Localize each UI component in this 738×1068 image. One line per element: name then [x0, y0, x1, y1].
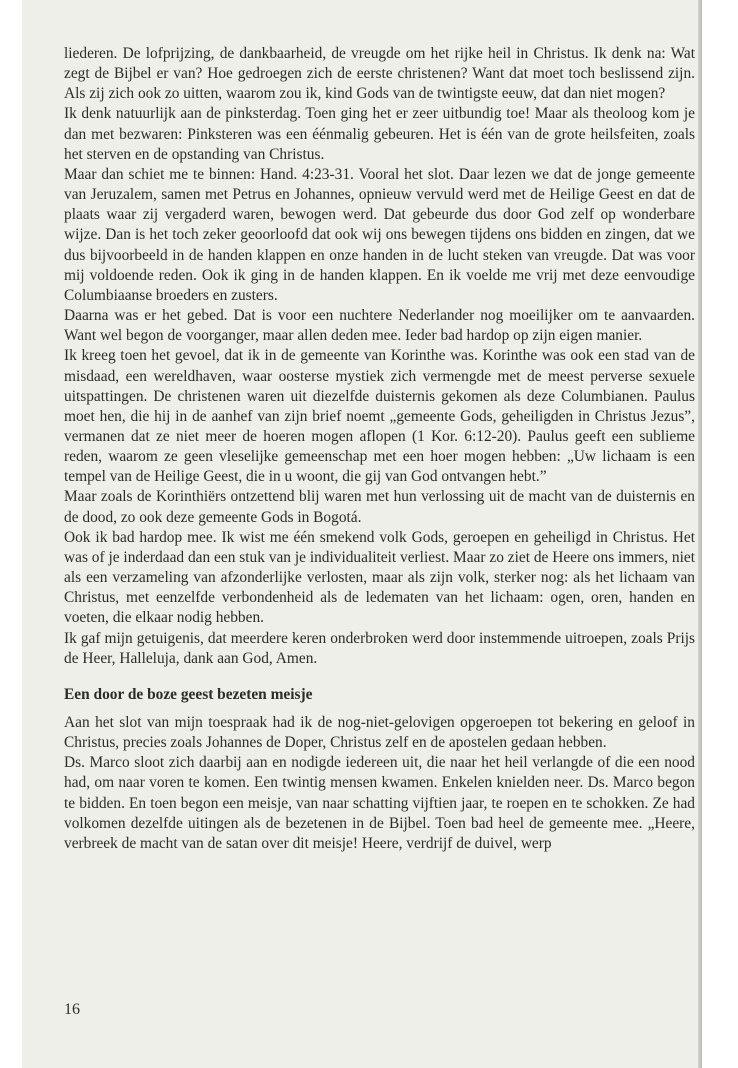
- paragraph: Ook ik bad hardop mee. Ik wist me één smekend volk Gods, geroepen en geheiligd in Christus. Het was of je inderdaad dan een stuk van je individualiteit verliest. Maar zo ziet de Heere ons immers, niet als een verzameling van afzonderlijke verlosten, maar als zijn volk, sterker nog: als het lichaam van Christus, met eenzelfde verbondenheid als de ledematen van het lichaam: ogen, oren, handen en voeten, die elkaar nodig hebben.: [64, 528, 695, 627]
- paragraph: Ik denk natuurlijk aan de pinksterdag. Toen ging het er zeer uitbundig toe! Maar als theoloog kom je dan met bezwaren: Pinksteren was een éénmalig gebeuren. Het is één van de grote heilsfeiten, zoals het sterven en de opstanding van Christus.: [64, 105, 695, 163]
- paragraph: Ik kreeg toen het gevoel, dat ik in de gemeente van Korinthe was. Korinthe was ook een stad van de misdaad, een wereldhaven, waar oosterse mystiek zich vermengde met de meest perverse sexuele uitspattingen. De christenen waren uit diezelfde duisternis gekomen als deze Columbianen. Paulus moet hen, die hij in de aanhef van zijn brief noemt „gemeente Gods, geheiligden in Christus Jezus”, vermanen dat ze niet meer de hoeren mogen aflopen (1 Kor. 6:12-20). Paulus geeft een sublieme reden, waarom ze geen vleselijke gemeenschap met een hoer mogen hebben: „Uw lichaam is een tempel van de Heilige Geest, die in u woont, die gij van God ontvangen hebt.”: [64, 347, 695, 486]
- paragraph: Daarna was er het gebed. Dat is voor een nuchtere Nederlander nog moeilijker om te aanvaarden. Want wel begon de voorganger, maar allen deden mee. Ieder bad hardop op zijn eigen manier.: [64, 307, 695, 345]
- paragraph: Maar zoals de Korinthiërs ontzettend blij waren met hun verlossing uit de macht van de duisternis en de dood, zo ook deze gemeente Gods in Bogotá.: [64, 488, 695, 526]
- page-edge: [698, 0, 702, 1068]
- section-heading: Een door de boze geest bezeten meisje: [64, 685, 313, 703]
- paragraph: liederen. De lofprijzing, de dankbaarheid, de vreugde om het rijke heil in Christus. Ik denk na: Wat zegt de Bijbel er van? Hoe gedroegen zich de eerste christenen? Want dat moet toch beslissend zijn. Als zij zich ook zo uitten, waarom zou ik, kind Gods van de twintigste eeuw, dat dan niet mogen?: [64, 45, 695, 103]
- body-text: [64, 44, 695, 854]
- paragraph: Maar dan schiet me te binnen: Hand. 4:23-31. Vooral het slot. Daar lezen we dat de jonge gemeente van Jeruzalem, samen met Petrus en Johannes, opnieuw vervuld werd met de Heilige Geest en dat de plaats waar zij vergaderd waren, bewogen werd. Dat gebeurde dus door God zelf op wonderbare wijze. Dan is het toch zeker geoorloofd dat ook wij ons bewegen tijdens ons bidden en zingen, dat we dus bijvoorbeeld in de handen klappen en onze handen in de lucht steken van vreugde. Dat was voor mij voldoende reden. Ook ik ging in de handen klappen. En ik voelde me vrij met deze eenvoudige Columbiaanse broeders en zusters.: [64, 165, 695, 304]
- paragraph: Ds. Marco sloot zich daarbij aan en nodigde iedereen uit, die naar het heil verlangde of die een nood had, om naar voren te komen. Een twintig mensen kwamen. Enkelen knielden neer. Ds. Marco begon te bidden. En toen begon een meisje, van naar schatting vijftien jaar, te roepen en te schokken. Ze had volkomen dezelfde uitingen als de bezetenen in de Bijbel. Toen bad heel de gemeente mee. „Heere, verbreek de macht van de satan over dit meisje! Heere, verdrijf de duivel, werp: [64, 754, 695, 852]
- paragraph: Ik gaf mijn getuigenis, dat meerdere keren onderbroken werd door instemmende uitroepen, zoals Prijs de Heer, Halleluja, dank aan God, Amen.: [64, 629, 695, 667]
- paragraph: Aan het slot van mijn toespraak had ik de nog-niet-gelovigen opgeroepen tot bekering en geloof in Christus, precies zoals Johannes de Doper, Christus zelf en de apostelen gedaan hebben.: [64, 714, 695, 752]
- page-number: 16: [64, 1001, 80, 1018]
